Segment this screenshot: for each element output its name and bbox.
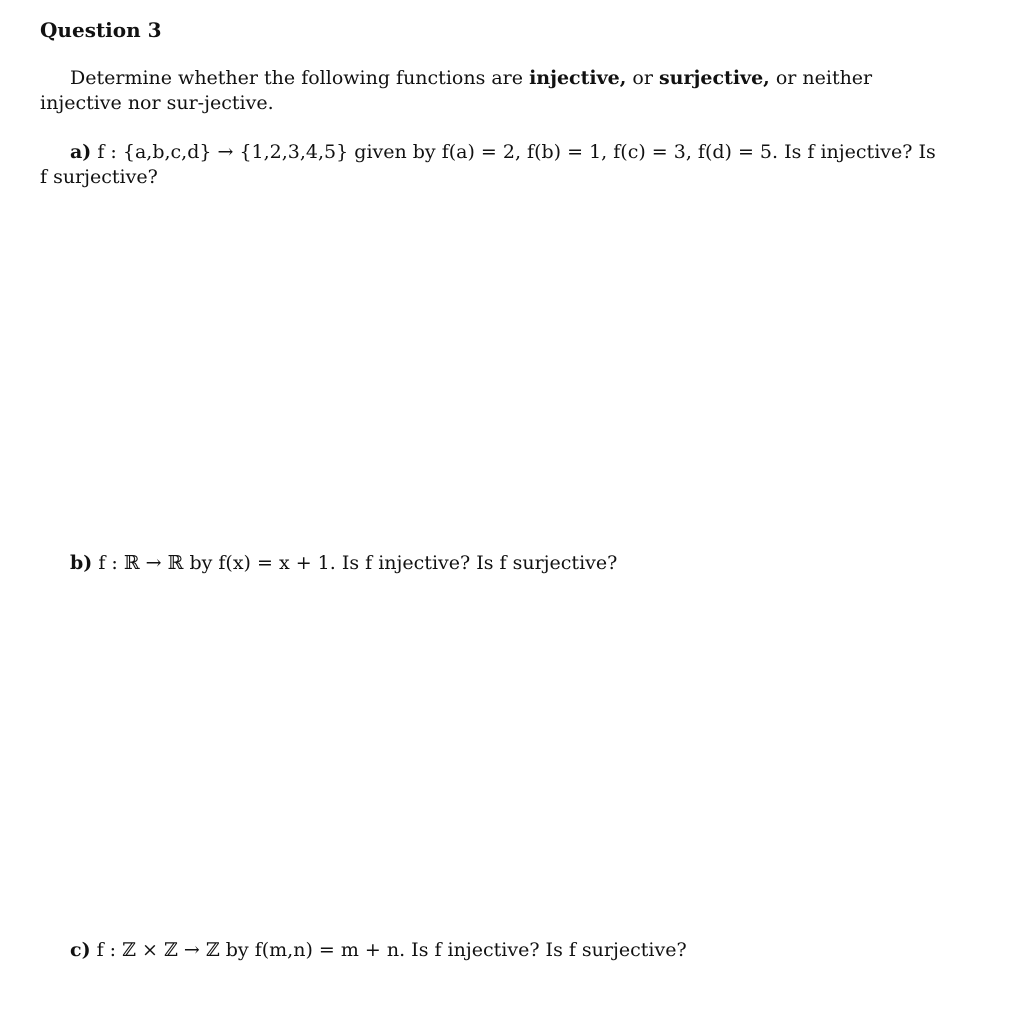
part-a-statement: f : {a,b,c,d} → {1,2,3,4,5} given by f(a) = 2, f(b) = 1, f(c) = 3, f(d) = 5. Is f injective? Is f surjective? — [40, 141, 936, 188]
intro-injective-term: injective, — [529, 67, 627, 89]
intro-text-middle: or — [626, 67, 659, 89]
part-a — [40, 140, 945, 190]
intro-surjective-term: surjective, — [658, 67, 770, 89]
instructions-paragraph — [40, 66, 945, 116]
intro-text-after: or neither injective nor sur-jective. — [40, 67, 873, 114]
part-c-label: c) — [70, 939, 91, 961]
part-a-label: a) — [70, 141, 92, 163]
part-c-statement: f : ℤ × ℤ → ℤ by f(m,n) = m + n. Is f injective? Is f surjective? — [96, 939, 687, 961]
question-title: Question 3 — [40, 18, 162, 42]
part-b-statement: f : ℝ → ℝ by f(x) = x + 1. Is f injective? Is f surjective? — [98, 552, 618, 574]
part-c — [40, 938, 945, 963]
intro-text-before: Determine whether the following functions are — [70, 67, 530, 89]
part-b — [40, 551, 945, 576]
part-b-label: b) — [70, 552, 93, 574]
